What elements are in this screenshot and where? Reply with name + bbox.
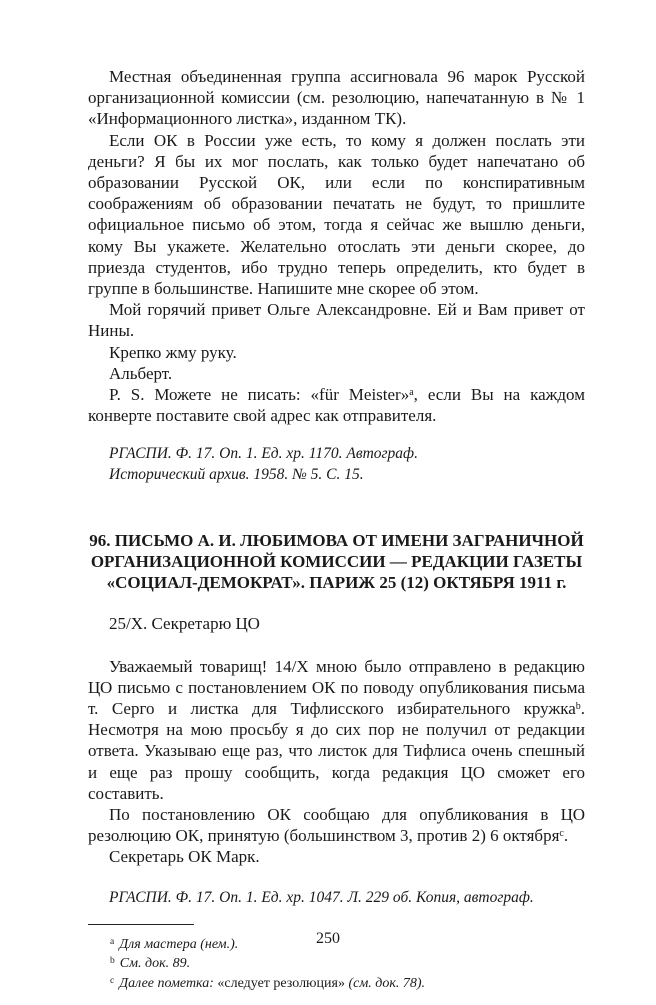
footnote-text-cont: (см. док. 78). [348,975,426,991]
footnote-text: Далее пометка: [119,975,214,991]
archive-sources [88,443,585,485]
footnote-text: См. док. 89. [119,956,191,972]
paragraph: Мой горячий привет Ольге Александровне. Ей и Вам привет от Нины. [88,300,585,341]
footnote-ref-b: b [575,701,581,713]
postscript [88,384,585,426]
publication-source: Исторический архив. 1958. № 5. С. 15. [109,466,364,484]
footnote-b [88,954,585,974]
signature: Альберт. [109,363,173,383]
footnote-mark: b [110,956,115,967]
footnote-mark: a [110,936,115,947]
footnote-mark: c [110,975,115,986]
closing-line: Крепко жму руку. [109,342,237,362]
letter-body [88,656,585,868]
postscript-text-cont: , если Вы на каждом конверте поставите свой адрес как отправителя. [88,385,585,426]
page-number: 250 [316,930,340,947]
paragraph-text-cont: . Несмотря на мою просьбу я до сих пор не получил от редакции ответа. Указываю еще раз, что листок для Тифлиса очень спешный и еще раз прошу сообщить, когда редакция ЦО сможет его составить. [88,699,585,803]
postscript-text: P. S. Можете не писать: «für Meister» [109,385,410,405]
footnote-divider [88,924,194,925]
addressee-line: 25/X. Секретарю ЦО [109,614,260,634]
paragraph [88,656,585,804]
paragraph: Местная объединенная группа ассигновала 96 марок Русской организационной комиссии (см. резолюцию, напечатанную в № 1 «Информационного листка», изданном ТК). [88,67,585,129]
archive-source: РГАСПИ. Ф. 17. Оп. 1. Ед. хр. 1047. Л. 229 об. Копия, автограф. [109,888,534,906]
paragraph [88,804,585,846]
archive-source: РГАСПИ. Ф. 17. Оп. 1. Ед. хр. 1170. Автограф. [109,445,418,463]
footnote-quote: «следует резолюция» [213,975,349,991]
paragraph-text: Уважаемый товарищ! 14/X мною было отправлено в редакцию ЦО письмо с постановлением ОК по поводу опубликования письма т. Серго и листка для Тифлисского избирательного кружка [88,656,585,719]
footnote-ref-c: c [559,828,564,840]
previous-letter [88,66,585,485]
document-heading: 96. ПИСЬМО А. И. ЛЮБИМОВА ОТ ИМЕНИ ЗАГРАНИЧНОЙ ОРГАНИЗАЦИОННОЙ КОМИССИИ — РЕДАКЦИИ ГАЗЕТЫ «СОЦИАЛ-ДЕМОКРАТ». ПАРИЖ 25 (12) ОКТЯБРЯ 1911 г. [89,531,584,593]
paragraph-text: По постановлению ОК сообщаю для опубликования в ЦО резолюцию ОК, принятую (большинством 3, против 2) 6 октября [88,805,585,846]
footnote-ref-a: a [409,387,414,399]
paragraph: Если ОК в России уже есть, то кому я должен послать эти деньги? Я бы их мог послать, как только будет напечатано об образовании Русской ОК, или если по конспиративным соображениям об образовании печатать не будут, то пришлите официальное письмо об этом, тогда я сейчас же вышлю деньги, кому Вы укажете. Желательно отослать эти деньги скорее, до приезда студентов, ибо трудно теперь определить, кто будет в группе в большинстве. Напишите мне скорее об этом. [88,130,585,299]
footnote-text: Для мастера (нем.). [119,936,239,952]
paragraph-text-cont: . [563,826,569,846]
footnote-c [88,974,585,994]
signature: Секретарь ОК Марк. [109,847,260,867]
page-content [88,66,585,993]
